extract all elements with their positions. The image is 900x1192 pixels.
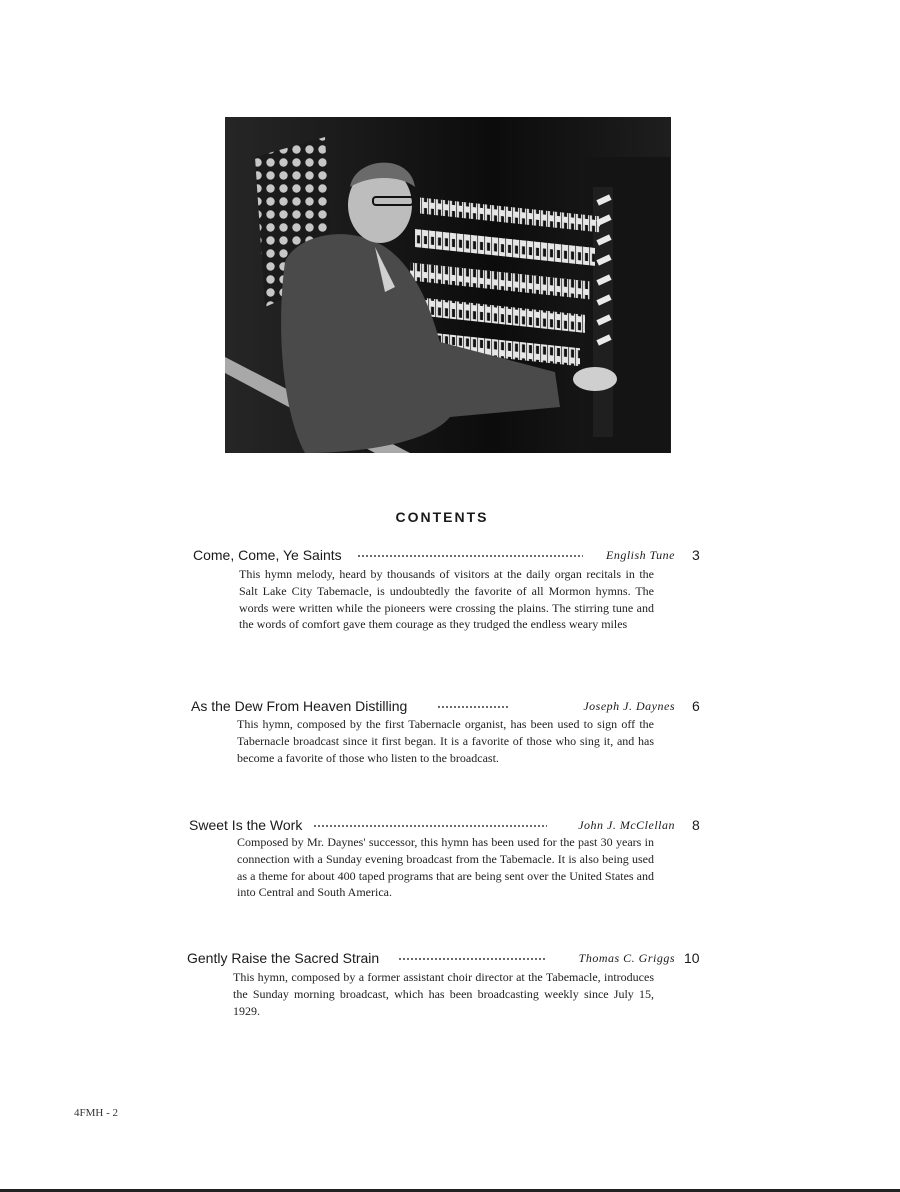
hymn-description: Composed by Mr. Daynes' successor, this hymn has been used for the past 30 years in connection with a Sunday evening broadcast from the Tabemacle. It is also being used as a theme for about 400 taped programs that are being sent over the United States and into Central and South America. xyxy=(237,835,654,900)
dot-leader xyxy=(313,823,547,829)
hymn-description: This hymn melody, heard by thousands of visitors at the daily organ recitals in the Salt Lake City Tabemacle, is undoubtedly the favorite of all Mormon hymns. The words were written while the pioneers were crossing the plains. The stirring tune and the words of comfort gave them courage as they trudged the endless weary miles xyxy=(239,567,654,632)
page-number: 3 xyxy=(692,547,700,563)
page-number: 10 xyxy=(684,950,700,966)
contents-heading: CONTENTS xyxy=(395,509,489,525)
entry-heading-line xyxy=(0,698,900,716)
entry-heading-line xyxy=(0,817,900,835)
catalog-code: 4FMH - 2 xyxy=(74,1107,119,1119)
hymn-title: Gently Raise the Sacred Strain xyxy=(187,950,380,966)
dot-leader xyxy=(398,956,546,962)
contents-entry xyxy=(0,950,900,1018)
composer-name: Joseph J. Daynes xyxy=(583,699,675,713)
hymn-title: As the Dew From Heaven Distilling xyxy=(191,698,408,714)
contents-entry xyxy=(0,817,900,900)
dot-leader xyxy=(357,553,583,559)
hymn-description: This hymn, composed by the first Tabernacle organist, has been used to sign off the Tabernacle broadcast since it first began. It is a favorite of those who sing it, and has become a favorite of those who listen to the broadcast. xyxy=(237,717,654,765)
contents-entry xyxy=(0,698,900,765)
page-number: 8 xyxy=(692,817,700,833)
dot-leader xyxy=(437,704,510,710)
organist-at-console-image xyxy=(225,117,671,453)
hymn-description: This hymn, composed by a former assistant choir director at the Tabemacle, introduces the Sunday morning broadcast, which has been broadcasting weekly since July 15, 1929. xyxy=(233,970,654,1018)
entry-heading-line xyxy=(0,547,900,565)
page-number: 6 xyxy=(692,698,700,714)
hymn-title: Sweet Is the Work xyxy=(189,817,303,833)
entry-heading-line xyxy=(0,950,900,968)
composer-name: John J. McClellan xyxy=(578,818,675,832)
hymn-title: Come, Come, Ye Saints xyxy=(193,547,342,563)
composer-name: English Tune xyxy=(605,548,675,562)
contents-entry xyxy=(0,547,900,632)
composer-name: Thomas C. Griggs xyxy=(578,951,675,965)
organist-photo xyxy=(225,117,671,453)
